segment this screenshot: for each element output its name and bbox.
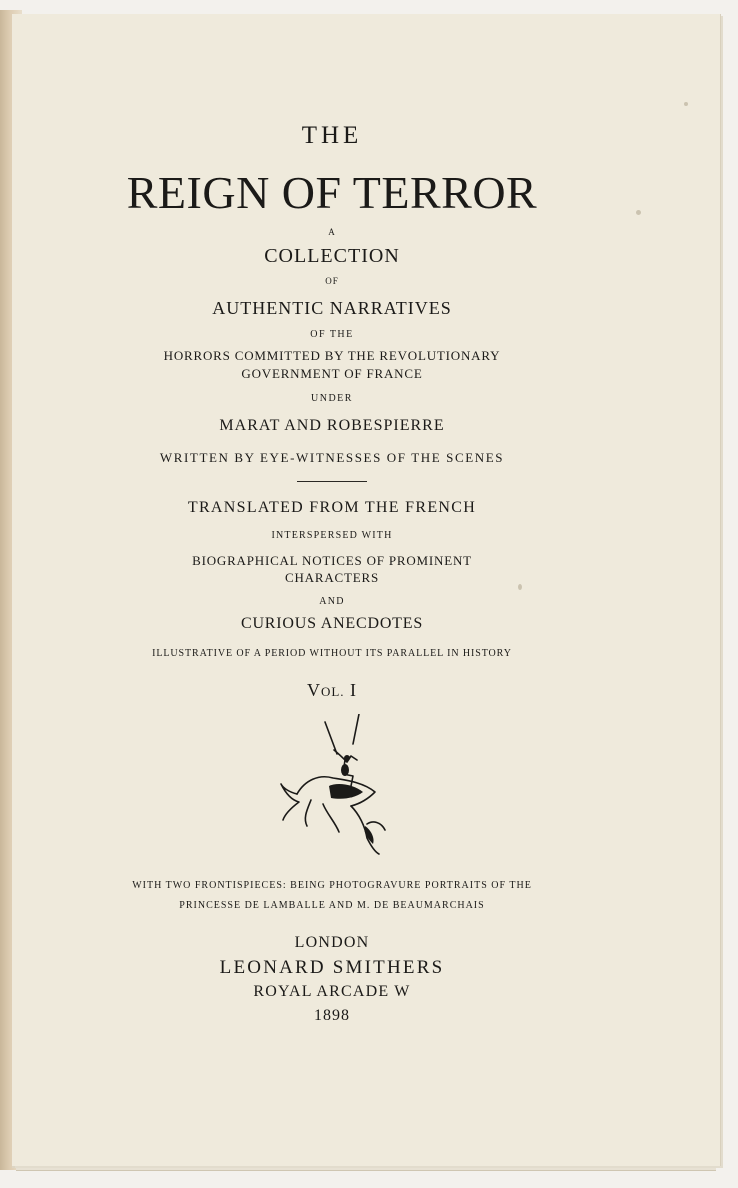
biographical-line-2: CHARACTERS bbox=[285, 570, 379, 585]
volume-label bbox=[12, 680, 652, 701]
horseman-with-sword-icon bbox=[267, 714, 397, 864]
curious-anecdotes: CURIOUS ANECDOTES bbox=[240, 615, 424, 632]
subtitle-horrors-line-2: GOVERNMENT OF FRANCE bbox=[241, 366, 423, 381]
illustrative-note: ILLUSTRATIVE OF A PERIOD WITHOUT ITS PARALLEL IN HISTORY bbox=[152, 648, 512, 659]
subtitle-marat-robespierre: MARAT AND ROBESPIERRE bbox=[219, 417, 445, 434]
imprint-address: ROYAL ARCADE W bbox=[253, 983, 411, 1000]
interspersed-note: INTERSPERSED WITH bbox=[271, 530, 393, 541]
imprint-publisher: LEONARD SMITHERS bbox=[219, 957, 445, 978]
title-article: THE bbox=[301, 122, 363, 149]
subtitle-of: OF bbox=[325, 276, 339, 286]
imprint-year: 1898 bbox=[314, 1007, 350, 1024]
volume-v: V bbox=[306, 680, 321, 700]
title-page-text bbox=[12, 14, 720, 1166]
subtitle-horrors-line-1: HORRORS COMMITTED BY THE REVOLUTIONARY bbox=[163, 348, 501, 363]
translated-note: TRANSLATED FROM THE FRENCH bbox=[187, 499, 477, 516]
biographical-line-1: BIOGRAPHICAL NOTICES OF PROMINENT bbox=[192, 553, 472, 568]
title-page bbox=[12, 14, 720, 1166]
book-title: REIGN OF TERROR bbox=[126, 167, 538, 218]
subtitle-collection: COLLECTION bbox=[264, 245, 400, 267]
divider-rule bbox=[297, 481, 367, 482]
imprint-city: LONDON bbox=[294, 934, 370, 951]
subtitle-eye-witnesses: WRITTEN BY EYE-WITNESSES OF THE SCENES bbox=[159, 450, 505, 465]
volume-ol: OL. bbox=[320, 684, 345, 699]
subtitle-of-the: OF THE bbox=[310, 329, 354, 340]
subtitle-under: UNDER bbox=[311, 393, 353, 404]
subtitle-authentic-narratives: AUTHENTIC NARRATIVES bbox=[212, 298, 452, 318]
and-connector: AND bbox=[319, 596, 345, 607]
frontispieces-line-2: PRINCESSE DE LAMBALLE AND M. DE BEAUMARCHAIS bbox=[179, 900, 485, 911]
volume-number: I bbox=[350, 680, 358, 700]
frontispieces-line-1: WITH TWO FRONTISPIECES: BEING PHOTOGRAVURE PORTRAITS OF THE bbox=[132, 880, 532, 891]
subtitle-a: A bbox=[328, 227, 336, 237]
